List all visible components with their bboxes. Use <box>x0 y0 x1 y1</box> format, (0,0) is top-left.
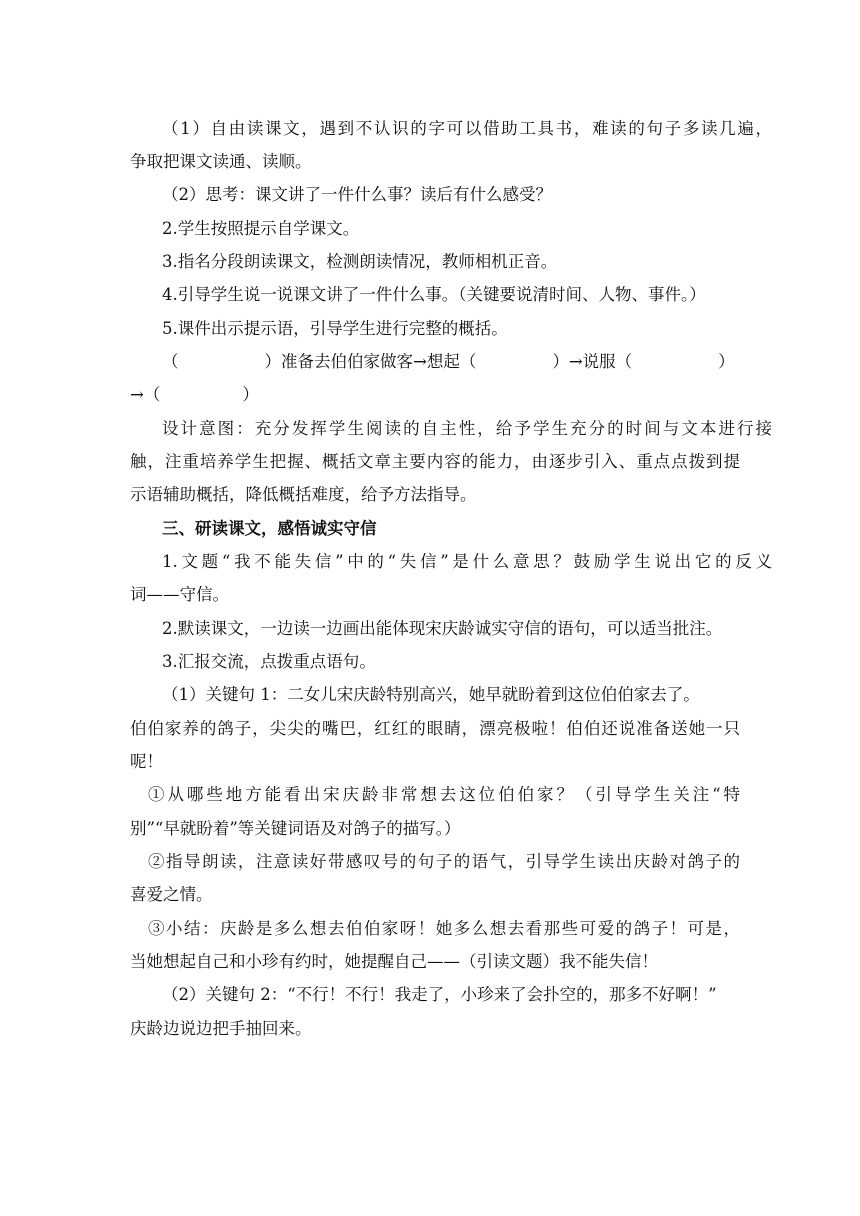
blank-close: ） <box>242 385 259 404</box>
paragraph-line: 争取把课文读通、读顺。 <box>130 152 312 171</box>
blank-close: ） <box>718 352 735 371</box>
design-intent-line: 设计意图：充分发挥学生阅读的自主性，给予学生充分的时间与文本进行接 <box>162 419 772 438</box>
guidance-line: 喜爱之情。 <box>130 885 213 904</box>
design-intent-line: 触，注重培养学生把握、概括文章主要内容的能力，由逐步引入、重点点拨到提 <box>130 452 740 471</box>
paragraph-line: 4.引导学生说一说课文讲了一件什么事。（关键要说清时间、人物、事件。） <box>162 285 706 304</box>
paragraph-line: （1）自由读课文，遇到不认识的字可以借助工具书，难读的句子多读几遍， <box>162 119 772 138</box>
paragraph-line: 3.汇报交流，点拨重点语句。 <box>162 652 376 671</box>
paragraph-line: 3.指名分段朗读课文，检测朗读情况，教师相机正音。 <box>162 252 558 271</box>
sequence-text: ）→说服（ <box>552 352 633 371</box>
paragraph-line: 1.文题“我不能失信”中的“失信”是什么意思？鼓励学生说出它的反义 <box>162 552 772 571</box>
guidance-line: ①从哪些地方能看出宋庆龄非常想去这位伯伯家？（引导学生关注“特 <box>148 785 740 804</box>
key-sentence-line: 呢！ <box>130 752 163 771</box>
fill-in-blank-line <box>162 351 772 373</box>
arrow-open: →（ <box>130 385 161 404</box>
guidance-line: ③小结：庆龄是多么想去伯伯家呀！她多么想去看那些可爱的鸽子！可是， <box>148 919 740 938</box>
sequence-text: ）准备去伯伯家做客→想起（ <box>264 352 477 371</box>
paragraph-line: 2.学生按照提示自学课文。 <box>162 219 360 238</box>
blank-open: （ <box>162 352 179 371</box>
guidance-line: 当她想起自己和小珍有约时，她提醒自己——（引读文题）我不能失信！ <box>130 952 658 971</box>
key-sentence-line: 庆龄边说边把手抽回来。 <box>130 1019 312 1038</box>
paragraph-line: 2.默读课文，一边读一边画出能体现宋庆龄诚实守信的语句，可以适当批注。 <box>162 619 723 638</box>
guidance-line: ②指导朗读，注意读好带感叹号的句子的语气，引导学生读出庆龄对鸽子的 <box>148 852 740 871</box>
key-sentence-line: （1）关键句 1：二女儿宋庆龄特别高兴，她早就盼着到这位伯伯家去了。 <box>162 685 700 704</box>
fill-in-blank-line <box>130 384 740 406</box>
paragraph-line: （2）思考：课文讲了一件什么事？读后有什么感受？ <box>162 185 552 204</box>
paragraph-line: 词——守信。 <box>130 585 229 604</box>
guidance-line: 别”“早就盼着”等关键词语及对鸽子的描写。） <box>130 819 461 838</box>
section-heading: 三、研读课文，感悟诚实守信 <box>162 519 377 538</box>
paragraph-line: 5.课件出示提示语，引导学生进行完整的概括。 <box>162 319 508 338</box>
key-sentence-line: （2）关键句 2：“不行！不行！我走了，小珍来了会扑空的，那多不好啊！” <box>162 985 717 1004</box>
design-intent-line: 示语辅助概括，降低概括难度，给予方法指导。 <box>130 485 477 504</box>
key-sentence-line: 伯伯家养的鸽子，尖尖的嘴巴，红红的眼睛，漂亮极啦！伯伯还说准备送她一只 <box>130 719 740 738</box>
